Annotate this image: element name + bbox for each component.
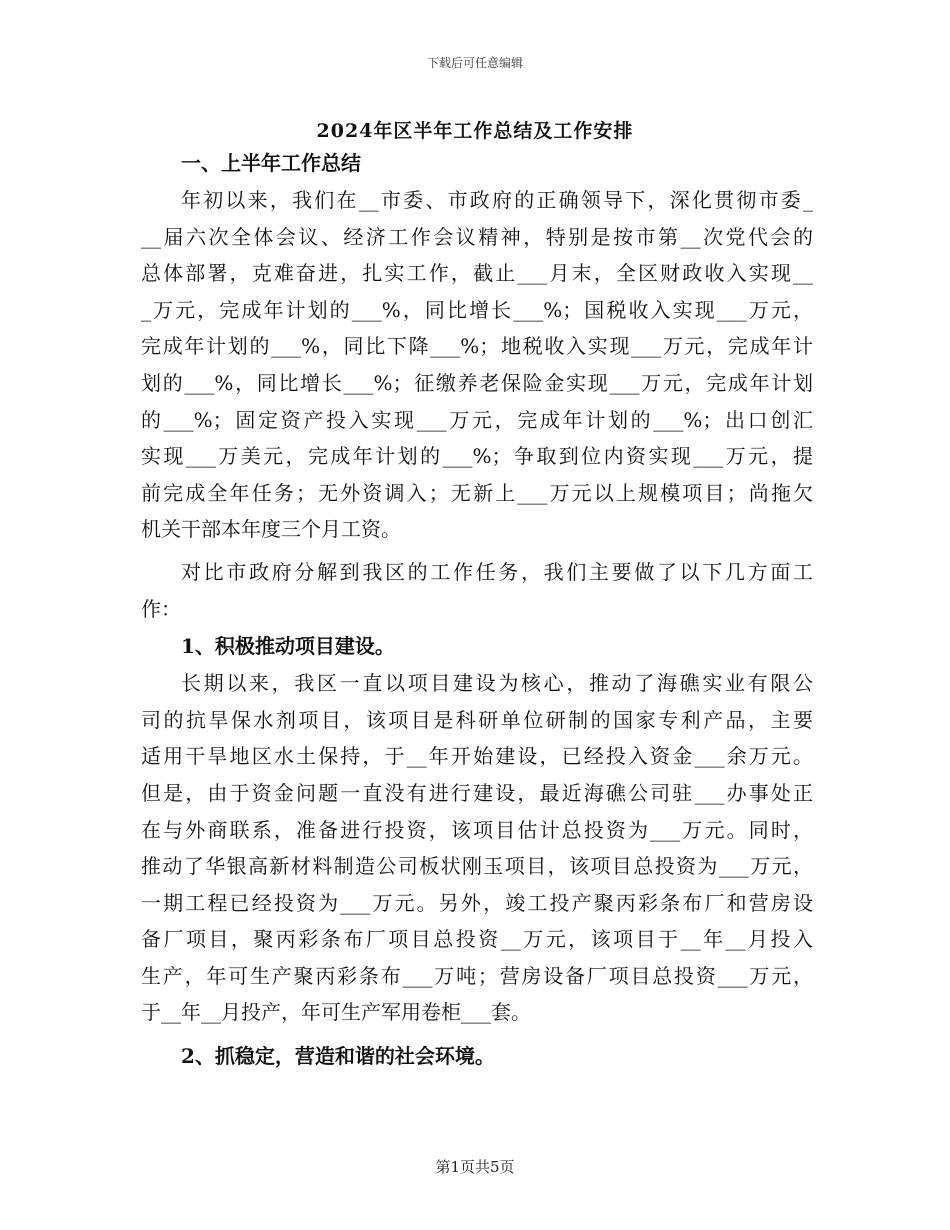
paragraph-line: 机关干部本年度三个月工资。 [141, 517, 401, 542]
paragraph-line: 实现___万美元，完成年计划的___%；争取到位内资实现___万元，提 [141, 444, 813, 469]
section-heading-1: 一、上半年工作总结 [181, 151, 361, 175]
paragraph-line: 生产，年可生产聚丙彩条布___万吨；营房设备厂项目总投资___万元， [141, 963, 813, 988]
paragraph-line: 前完成全年任务；无外资调入；无新上___万元以上规模项目；尚拖欠 [141, 480, 813, 505]
paragraph-summary [141, 182, 813, 548]
paragraph-line: 在与外商联系，准备进行投资，该项目估计总投资为___万元。同时， [141, 817, 813, 842]
paragraph-line: 备厂项目，聚丙彩条布厂项目总投资__万元，该项目于__年__月投入 [141, 927, 813, 952]
paragraph-line: _万元，完成年计划的___%，同比增长___%；国税收入实现___万元， [141, 297, 813, 322]
paragraph-line: 年初以来，我们在__市委、市政府的正确领导下，深化贯彻市委_ [181, 188, 813, 212]
item-heading-1: 1、积极推动项目建设。 [181, 634, 395, 659]
paragraph-line: 总体部署，克难奋进，扎实工作，截止___月末，全区财政收入实现__ [141, 261, 813, 286]
document-body [141, 144, 813, 1075]
document-title: 2024年区半年工作总结及工作安排 [316, 120, 634, 142]
paragraph-line: 于__年__月投产，年可生产军用卷柜___套。 [141, 1000, 531, 1025]
paragraph-line: 司的抗旱保水剂项目，该项目是科研单位研制的国家专利产品，主要 [141, 707, 813, 732]
paragraph-line: 的___%；固定资产投入实现___万元，完成年计划的___%；出口创汇 [141, 407, 813, 432]
paragraph-line: 对比市政府分解到我区的工作任务，我们主要做了以下几方面工 [181, 559, 813, 584]
paragraph-line: 但是，由于资金问题一直没有进行建设，最近海礁公司驻___办事处正 [141, 780, 813, 805]
paragraph-line: 一期工程已经投资为___万元。另外，竣工投产聚丙彩条布厂和营房设 [141, 890, 813, 915]
paragraph-line: 完成年计划的___%，同比下降___%；地税收入实现___万元，完成年计 [141, 334, 813, 359]
paragraph-line: 作： [141, 596, 181, 621]
paragraph-line: __届六次全体会议、经济工作会议精神，特别是按市第__次党代会的 [141, 224, 813, 249]
paragraph-line: 适用干旱地区水土保持，于__年开始建设，已经投入资金___余万元。 [141, 744, 813, 769]
page-number: 第1页共5页 [435, 1158, 515, 1176]
paragraph-line: 长期以来，我区一直以项目建设为核心，推动了海礁实业有限公 [181, 671, 813, 696]
header-note: 下载后可任意编辑 [426, 56, 523, 70]
paragraph-line: 推动了华银高新材料制造公司板状刚玉项目，该项目总投资为___万元， [141, 854, 813, 879]
paragraph-tasks-intro [141, 554, 813, 627]
item-heading-2: 2、抓稳定，营造和谐的社会环境。 [181, 1044, 495, 1069]
paragraph-project-construction [141, 665, 813, 1031]
paragraph-line: 划的___%，同比增长___%；征缴养老保险金实现___万元，完成年计划 [141, 370, 813, 395]
